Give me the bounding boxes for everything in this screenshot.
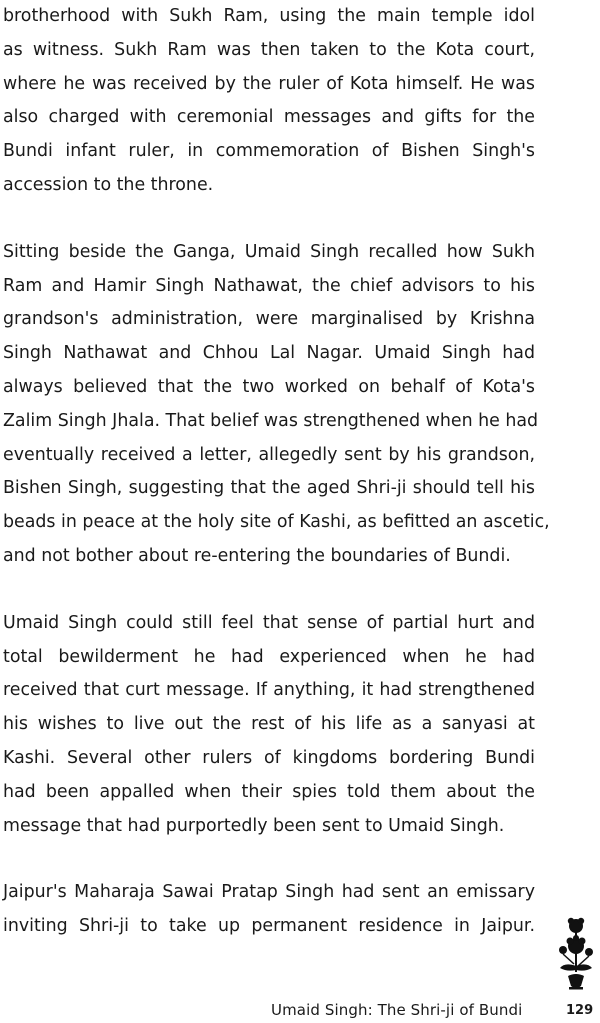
text-line: always believed that the two worked on behalf of Kota's [3,376,535,397]
body-text [3,0,550,977]
text-line: Jaipur's Maharaja Sawai Pratap Singh had sent an emissary [3,882,535,903]
page-footer [0,1000,600,1022]
text-line: Bishen Singh, suggesting that the aged Shri-ji should tell his [3,478,535,499]
text-line: Bundi infant ruler, in commemoration of Bishen Singh's [3,141,535,162]
paragraph [3,236,550,574]
paragraph [3,607,535,844]
text-line: had been appalled when their spies told them about the [3,781,535,802]
flower-vase-icon [555,914,597,992]
text-line: grandson's administration, were marginalised by Krishna [3,309,535,330]
text-line: Kashi. Several other rulers of kingdoms bordering Bundi [3,747,535,768]
text-line: eventually received a letter, allegedly sent by his grandson, [3,444,535,465]
text-line: Singh Nathawat and Chhou Lal Nagar. Umaid Singh had [3,343,535,364]
text-line: where he was received by the ruler of Kota himself. He was [3,73,535,94]
text-line: and not bother about re-entering the boundaries of Bundi. [3,545,511,566]
text-line: total bewilderment he had experienced when he had [3,646,535,667]
page-number: 129 [566,1003,594,1018]
text-line: also charged with ceremonial messages and gifts for the [3,107,535,128]
text-line: brotherhood with Sukh Ram, using the main temple idol [3,6,535,26]
text-line: inviting Shri-ji to take up permanent residence in Jaipur. [3,916,535,937]
text-line: Zalim Singh Jhala. That belief was strengthened when he had [3,410,539,431]
paragraph [3,876,535,944]
text-line: his wishes to live out the rest of his life as a sanyasi at [3,714,535,735]
text-line: beads in peace at the holy site of Kashi, as befitted an ascetic, [3,512,550,533]
text-line: Ram and Hamir Singh Nathawat, the chief advisors to his [3,275,535,296]
text-line: Umaid Singh could still feel that sense of partial hurt and [3,612,535,633]
running-head: Umaid Singh: The Shri-ji of Bundi [271,1001,523,1019]
text-line: accession to the throne. [3,174,214,195]
text-line: message that had purportedly been sent to Umaid Singh. [3,815,505,836]
paragraph [3,0,535,203]
text-line: received that curt message. If anything, it had strengthened [3,680,535,701]
text-line: as witness. Sukh Ram was then taken to the Kota court, [3,39,535,60]
text-line: Sitting beside the Ganga, Umaid Singh recalled how Sukh [3,241,535,262]
